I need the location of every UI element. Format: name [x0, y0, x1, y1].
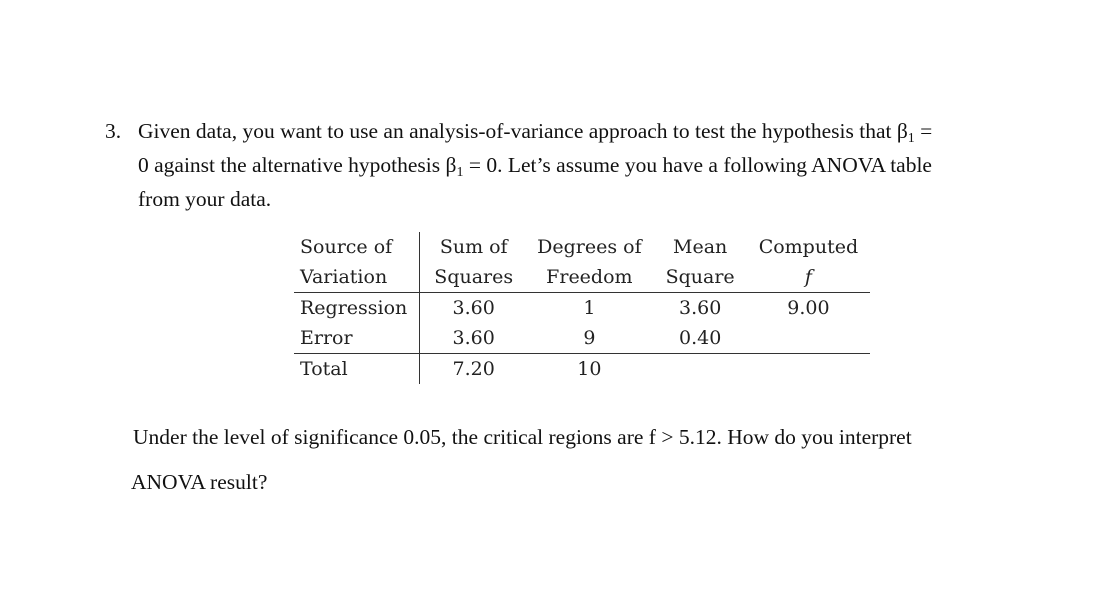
- question-line-1: Given data, you want to use an analysis-of-variance approach to test the hypothesis that $\beta_1$ =: [138, 119, 933, 146]
- table-row: [294, 293, 870, 324]
- anova-table: [294, 232, 870, 384]
- header-cell: Sum of: [439, 236, 508, 258]
- table-row: [294, 354, 870, 385]
- header-cell: Source of: [294, 232, 420, 262]
- question-body: [138, 118, 1065, 213]
- table-cell: [745, 354, 870, 385]
- header-cell: Freedom: [523, 262, 651, 293]
- table-cell: 7.20: [452, 358, 495, 380]
- table-cell: 3.60: [678, 297, 722, 319]
- question-line-3: from your data.: [138, 187, 272, 211]
- table-cell: [745, 323, 870, 354]
- header-cell: f: [745, 262, 870, 293]
- table-cell: 10: [577, 358, 602, 380]
- question-number: 3.: [105, 119, 122, 143]
- table-header-row: [294, 262, 870, 293]
- table-cell: Regression: [294, 293, 420, 324]
- table-header-row: [294, 232, 870, 262]
- followup-line-2: ANOVA result?: [131, 470, 268, 494]
- table-cell: 1: [583, 297, 596, 319]
- header-cell: Computed: [758, 236, 859, 258]
- table-cell: Total: [294, 354, 420, 385]
- table-cell: Error: [294, 323, 420, 354]
- header-cell: Variation: [294, 262, 420, 293]
- table-cell: 3.60: [452, 297, 495, 319]
- table-cell: 9: [523, 323, 651, 354]
- table-cell: [652, 354, 745, 385]
- question-line-2: 0 against the alternative hypothesis $\beta_1 = 0$. Let’s assume you have a following ANOVA table: [138, 153, 932, 180]
- table-cell: 9.00: [787, 297, 830, 319]
- header-cell: Mean: [673, 236, 728, 258]
- header-cell: Degrees of: [537, 236, 642, 258]
- table-cell: 3.60: [420, 323, 523, 354]
- header-cell: Squares: [420, 262, 523, 293]
- table-cell: 0.40: [652, 323, 745, 354]
- header-cell: Square: [652, 262, 745, 293]
- question-text: [105, 118, 1065, 213]
- table-row: [294, 323, 870, 354]
- followup-line-1: Under the level of significance 0.05, the critical regions are f > 5.12. How do you interpret: [133, 425, 912, 449]
